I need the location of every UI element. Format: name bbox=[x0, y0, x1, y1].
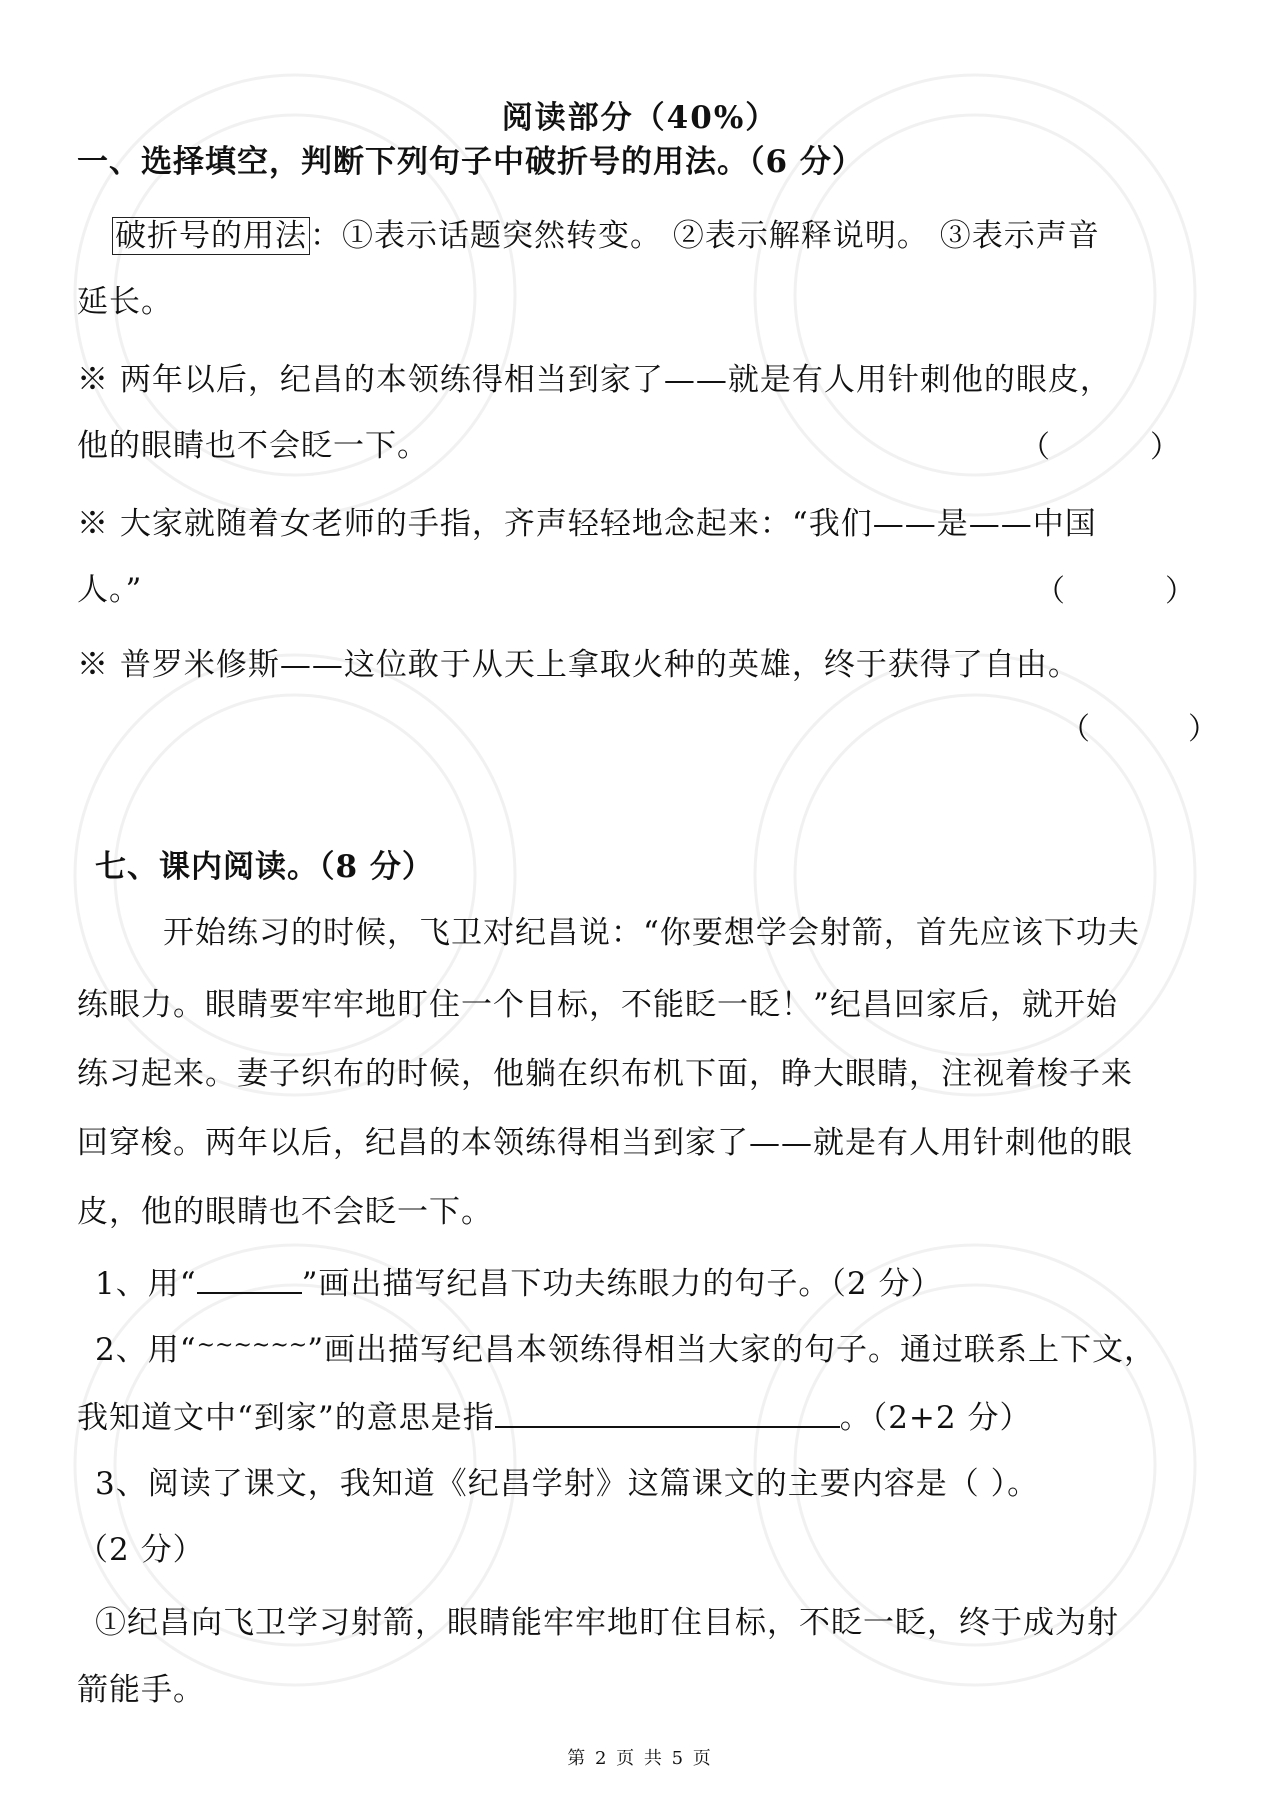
question-1-suffix: ”画出描写纪昌下功夫练眼力的句子。（2 分） bbox=[301, 1266, 943, 1302]
item1-line2: 他的眼睛也不会眨一下。 bbox=[77, 428, 429, 464]
passage-line-3: 练习起来。妻子织布的时候，他躺在织布机下面，睁大眼睛，注视着梭子来 bbox=[77, 1056, 1133, 1092]
item1-answer-close: ） bbox=[1150, 430, 1180, 465]
item1-line1: ※ 两年以后，纪昌的本领练得相当到家了——就是有人用针刺他的眼皮， bbox=[77, 362, 1112, 398]
section1-heading: 一、选择填空，判断下列句子中破折号的用法。（6 分） bbox=[77, 144, 864, 180]
dash-usage-continuation: 延长。 bbox=[77, 284, 173, 320]
question-2-suffix: ”画出描写纪昌本领练得相当大家的句子。通过联系上下文， bbox=[307, 1332, 1157, 1368]
item1-answer-open[interactable]: （ bbox=[1020, 430, 1050, 465]
page-title: 阅读部分（40%） bbox=[501, 100, 779, 136]
question-2-line-1 bbox=[95, 1326, 1156, 1370]
item3-answer-open[interactable]: （ bbox=[1060, 712, 1090, 747]
item2-answer-close: ） bbox=[1165, 574, 1195, 609]
underline-sample bbox=[197, 1262, 302, 1294]
meaning-answer-blank[interactable] bbox=[495, 1396, 840, 1428]
question-3-line-1: 3、阅读了课文，我知道《纪昌学射》这篇课文的主要内容是（ ）。 bbox=[95, 1466, 1040, 1502]
passage-line-2: 练眼力。眼睛要牢牢地盯住一个目标，不能眨一眨！”纪昌回家后，就开始 bbox=[77, 987, 1118, 1023]
dash-usage-label: 破折号的用法 bbox=[112, 217, 310, 255]
item3-answer-close: ） bbox=[1188, 712, 1218, 747]
item2-line1: ※ 大家就随着女老师的手指，齐声轻轻地念起来：“我们——是——中国 bbox=[77, 506, 1097, 542]
dash-usage-options: ：①表示话题突然转变。 ②表示解释说明。 ③表示声音 bbox=[310, 218, 1100, 254]
item3-line1: ※ 普罗米修斯——这位敢于从天上拿取火种的英雄，终于获得了自由。 bbox=[77, 647, 1080, 683]
option-1-line-2: 箭能手。 bbox=[77, 1672, 205, 1708]
passage-line-1: 开始练习的时候，飞卫对纪昌说：“你要想学会射箭，首先应该下功夫 bbox=[163, 915, 1140, 951]
question-2-prefix: 2、用“ bbox=[95, 1332, 197, 1368]
wavy-line-sample: ~~~~~~ bbox=[196, 1333, 308, 1358]
watermark-logo-mid-right bbox=[740, 640, 1210, 1110]
question-1 bbox=[95, 1262, 943, 1304]
dash-usage-line bbox=[112, 216, 1100, 256]
page-footer: 第 2 页 共 5 页 bbox=[567, 1748, 713, 1769]
item2-answer-open[interactable]: （ bbox=[1035, 574, 1065, 609]
passage-line-5: 皮，他的眼睛也不会眨一下。 bbox=[77, 1194, 493, 1230]
question-2-line2-prefix: 我知道文中“到家”的意思是指 bbox=[77, 1400, 495, 1436]
passage-line-4: 回穿梭。两年以后，纪昌的本领练得相当到家了——就是有人用针刺他的眼 bbox=[77, 1125, 1133, 1161]
question-2-line2-suffix: 。（2+2 分） bbox=[839, 1400, 1032, 1436]
option-1-line-1: ①纪昌向飞卫学习射箭，眼睛能牢牢地盯住目标，不眨一眨，终于成为射 bbox=[95, 1605, 1119, 1641]
section7-heading: 七、课内阅读。（8 分） bbox=[95, 849, 434, 885]
question-2-line-2 bbox=[77, 1396, 1031, 1438]
question-3-line-2: （2 分） bbox=[77, 1532, 205, 1568]
item2-line2: 人。” bbox=[77, 572, 143, 608]
question-1-prefix: 1、用“ bbox=[95, 1266, 197, 1302]
